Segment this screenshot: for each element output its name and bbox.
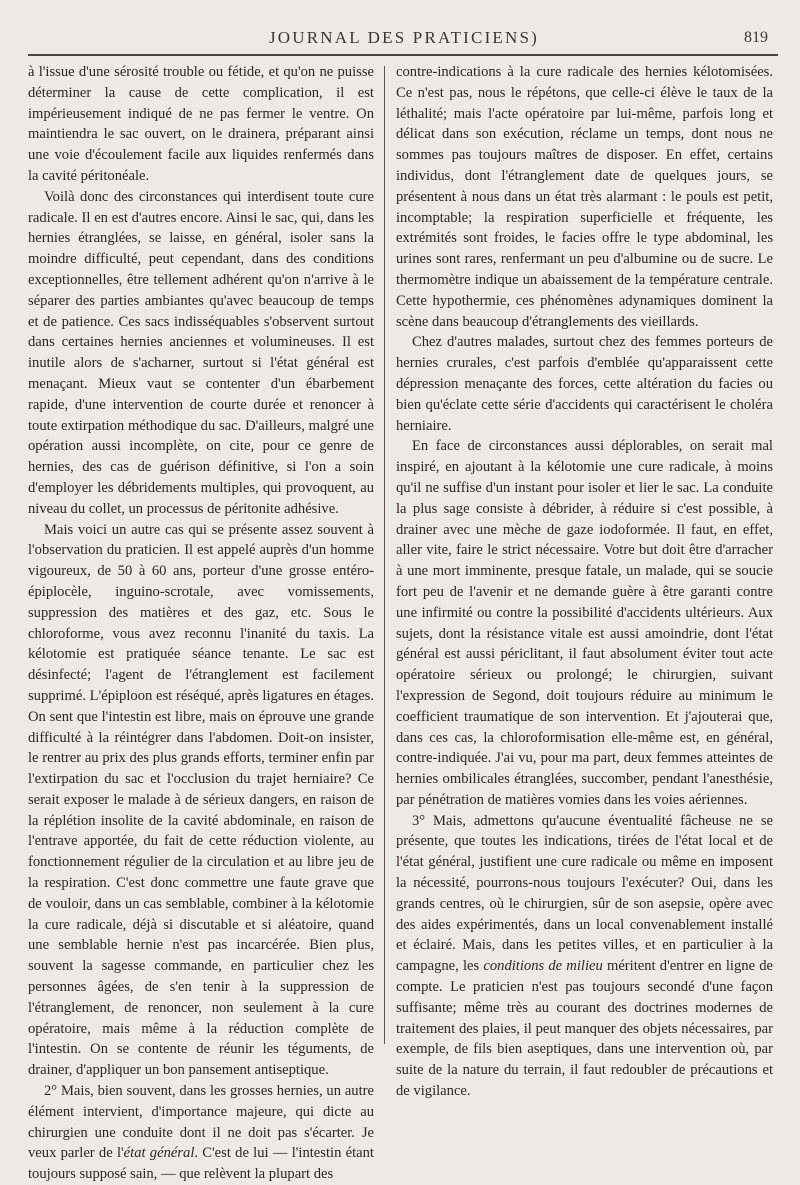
right-column: [396, 62, 773, 1100]
paragraph: Mais voici un autre cas qui se présente assez souvent à l'observation du praticien. Il est appelé auprès d'un homme vigoureux, de 50 à 60 ans, porteur d'une grosse entéro-épiplocèle, inguino-scrotale, avec vomissements, suppression des matières et des gaz, etc. Sous le chloroforme, vous avez reconnu l'inanité du taxis. La kélotomie est pratiquée séance tenante. Le sac est désinfecté; l'agent de l'étranglement est facilement supprimé. L'épiploon est réséqué, après ligatures en étages. On sent que l'intestin est libre, mais on éprouve une grande difficulté à la réintégrer dans l'abdomen. Doit-on insister, le rentrer au prix des plus grands efforts, terminer enfin par l'extirpation du sac et l'occlusion du trajet herniaire? Ce serait exposer le malade à de sérieux dangers, en raison de la réplétion insolite de la cavité abdominale, en raison de l'entrave apportée, du fait de cette réduction violente, au fonctionnement régulier de la circulation et au libre jeu de la respiration. C'est donc commettre une faute grave que de vouloir, dans un cas semblable, combiner à la kélotomie la cure radicale, déjà si discutable et si aléatoire, quand une semblable hernie n'est pas incarcérée. Bien plus, souvent la sagesse commande, en particulier chez les personnes âgées, de s'en tenir à la suppression de l'étranglement, de renoncer, non seulement à la cure opératoire, mais même à la réduction complète de l'intestin. On se contente de réunir les téguments, de drainer, d'appliquer un bon pansement antiseptique.: [28, 521, 374, 1079]
paragraph-text: méritent d'entrer en ligne de compte. Le praticien n'est pas toujours secondé d'une façon suffisante; même très au courant des doctrines modernes de traitement des plaies, il peut manquer des objets nécessaires, par exemple, de fils bien aseptiques, dans une intervention où, par suite de la nature du terrain, il faut redoubler de précautions et de vigilance.: [396, 958, 773, 1100]
column-divider: [384, 66, 385, 1044]
paragraph-text: 3° Mais, admettons qu'aucune éventualité fâcheuse ne se présente, que toutes les indications, tirées de l'état local et de l'état général, justifient une cure radicale ou même en imposent la nécessité, pourrons-nous toujours l'exécuter? Oui, dans les grands centres, où le chirurgien, sûr de son asepsie, opère avec des aides expérimentés, dans un local convenablement installé et éclairé. Mais, dans les petites villes, et en particulier à la campagne, les: [396, 812, 773, 975]
paragraph-text: 2° Mais, bien souvent, dans les grosses hernies, un autre élément intervient, d'importance majeure, qui dicte au chirurgien une conduite dont il ne doit pas s'écarter. Je veux parler de l': [28, 1083, 374, 1162]
emphasis-text: état général: [123, 1145, 195, 1162]
left-column: [28, 62, 374, 1183]
paragraph-text: . C'est de lui — l'intestin étant toujours supposé sain, — que relèvent la plupart des: [28, 1145, 374, 1183]
emphasis-text: conditions de milieu: [483, 958, 603, 975]
paragraph: contre-indications à la cure radicale des hernies kélotomisées. Ce n'est pas, nous le répétons, que celle-ci élève le taux de la léthalité; mais l'acte opératoire par lui-même, parfois long et délicat dans son exécution, réclame un temps, dont nous ne sommes pas toujours maîtres de disposer. En effet, certains individus, dont l'étranglement date de quelques jours, se présentent à nous dans un état très alarmant : le pouls est petit, incomptable; la respiration superficielle et fréquente, les extrémités sont froides, le facies offre le type abdominal, les urines sont rares, renfermant un peu d'albumine ou de sucre. Le thermomètre indique un abaissement de la température centrale. Cette hypothermie, ces phénomènes adynamiques dominent la scène dans beaucoup d'étranglements des vieillards.: [396, 64, 773, 330]
paragraph: [396, 811, 773, 1102]
header-rule: [28, 54, 778, 56]
page-number: 819: [744, 29, 768, 46]
paragraph: Chez d'autres malades, surtout chez des femmes porteurs de hernies crurales, c'est parfois d'emblée qu'apparaissent cette dépression menaçante des forces, cette altération du facies ou bien qu'éclate cette série d'accidents qui caractérisent le choléra herniaire.: [396, 334, 773, 434]
paragraph: à l'issue d'une sérosité trouble ou fétide, et qu'on ne puisse déterminer la cause de cette complication, il est impérieusement indiqué de ne pas fermer le ventre. On maintiendra le sac ouvert, on le drainera, préparant ainsi une voie d'écoulement facile aux liquides renfermés dans la cavité péritonéale.: [28, 64, 374, 184]
paragraph: En face de circonstances aussi déplorables, on serait mal inspiré, en ajoutant à la kélotomie une cure radicale, à moins qu'il ne suffise d'un instant pour isoler et lier le sac. La conduite la plus sage consiste à débrider, à réduire si c'est possible, à drainer avec une mèche de gaze iodoformée. Il faut, en effet, aller vite, faire le strict nécessaire. Votre but doit être d'arracher à une mort imminente, presque fatale, un malade, qui se soucie fort peu de l'avenir et ne demande guère à être garanti contre une infirmité ou contre la possibilité d'accidents ultérieurs. Aux sujets, dont la résistance vitale est aussi amoindrie, dont l'état général est aussi périclitant, il faut absolument éviter tout acte opératoire sérieux ou prolongé; le chirurgien, suivant l'expression de Segond, doit toujours réduire au minimum le coefficient traumatique de son intervention. Et j'ajouterai que, dans ces cas, la chloroformisation elle-même est, en général, contre-indiquée. J'ai vu, pour ma part, deux femmes atteintes de hernies ombilicales étranglées, succomber, pendant l'anesthésie, par pénétration de matières vomies dans les voies aériennes.: [396, 438, 773, 808]
page-header: [30, 26, 778, 52]
paragraph: Voilà donc des circonstances qui interdisent toute cure radicale. Il en est d'autres encore. Ainsi le sac, qui, dans les hernies étranglées, se laisse, en général, isoler sans la moindre difficulté, peut cependant, dans des conditions exceptionnelles, être tellement adhérent qu'on n'arrive à le séparer des parties ambiantes qu'avec beaucoup de temps et de patience. Ces sacs indisséquables s'observent surtout dans certaines hernies anciennes et volumineuses. Il est inutile alors de s'acharner, surtout si l'état général est menaçant. Mieux vaut se contenter d'un ébarbement rapide, d'une intervention de courte durée et renoncer à toute extirpation méthodique du sac. D'ailleurs, malgré une opération aussi incomplète, on cite, pour ce genre de hernies, des cas de guérison définitive, si l'on a soin d'employer les débridements multiples, qui provoquent, au niveau du collet, un processus de péritonite adhésive.: [28, 188, 374, 517]
running-title: JOURNAL DES PRATICIENS): [268, 28, 540, 47]
paragraph: [28, 1081, 374, 1185]
